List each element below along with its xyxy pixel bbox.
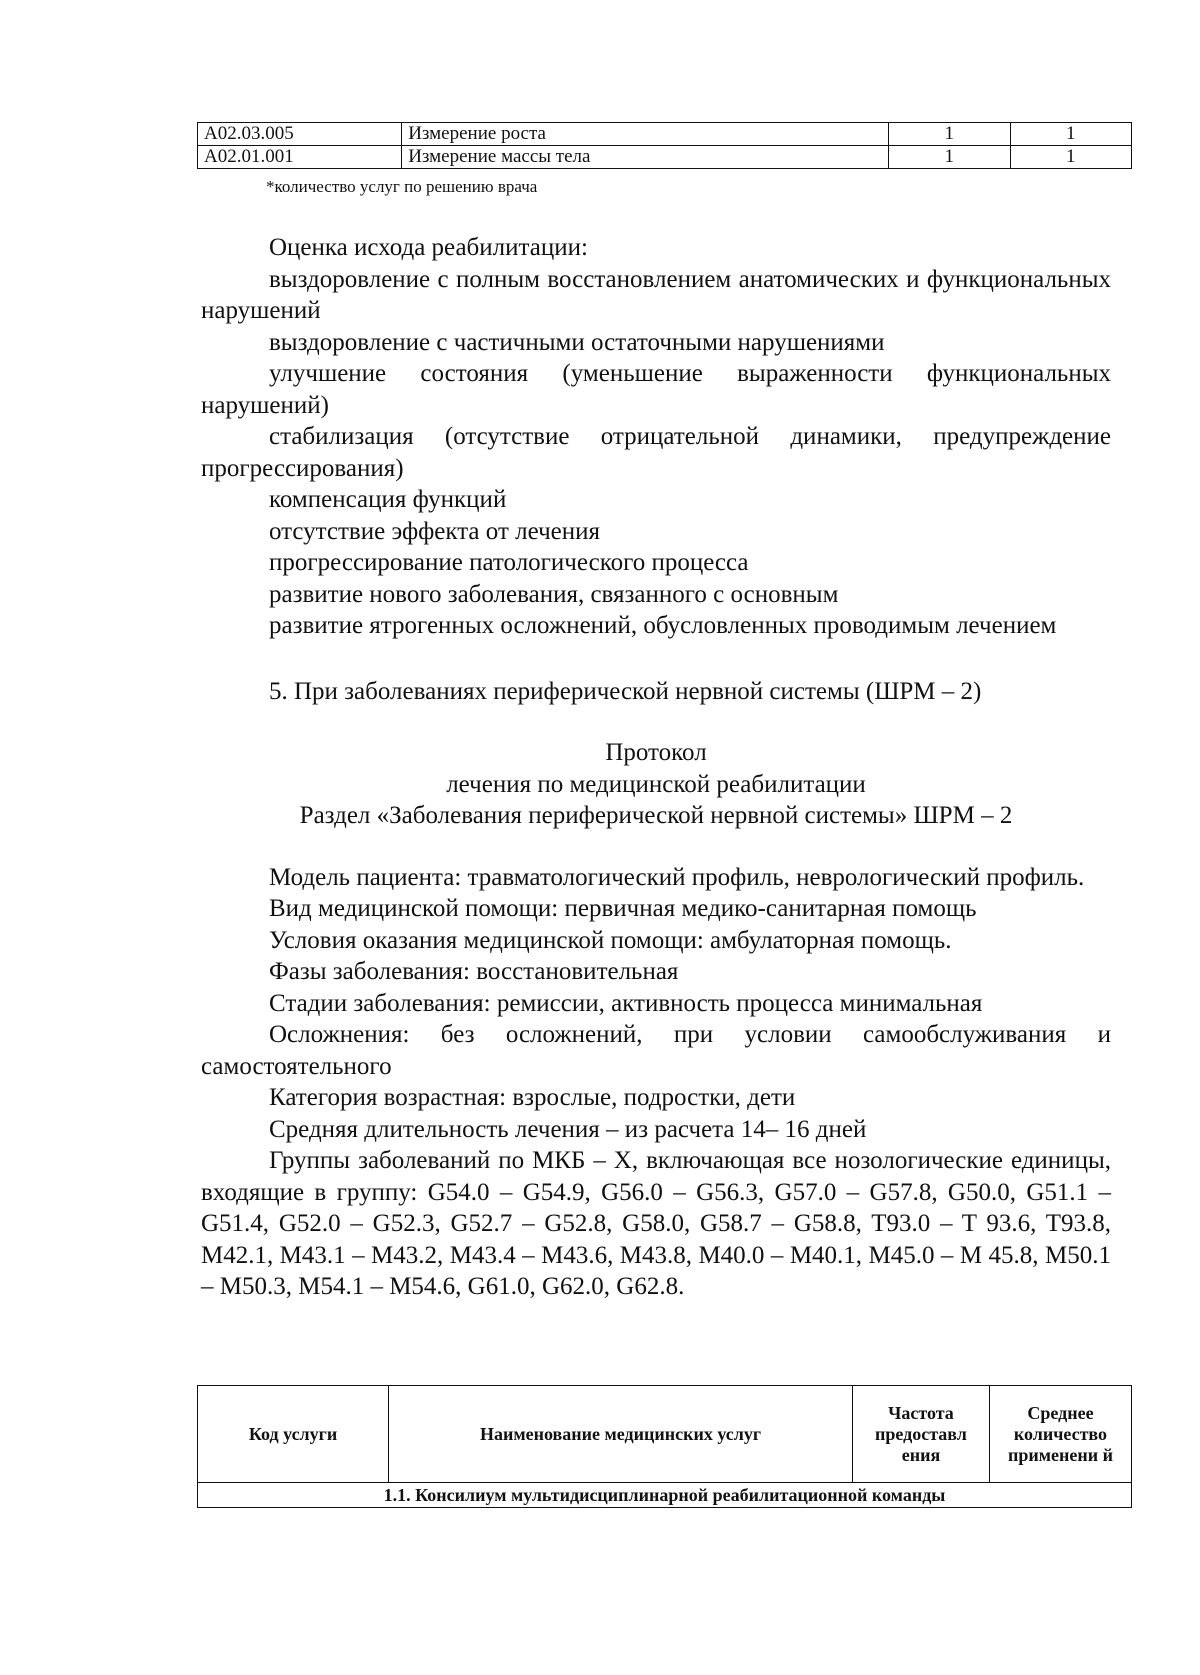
header-code: Код услуги — [198, 1386, 389, 1483]
service-count: 1 — [1010, 146, 1131, 169]
service-count: 1 — [1010, 123, 1131, 146]
outcome-item: развитие нового заболевания, связанного с основным — [269, 580, 839, 608]
table-section-row — [198, 1483, 1132, 1508]
table-header-row — [198, 1386, 1132, 1483]
care-conditions: Условия оказания медицинской помощи: амбулаторная помощь. — [269, 926, 952, 954]
service-frequency: 1 — [889, 123, 1010, 146]
care-type: Вид медицинской помощи: первичная медико-санитарная помощь — [269, 895, 977, 922]
complications: Осложнения: без осложнений, при условии самообслуживания и самостоятельного — [201, 1021, 1111, 1080]
icd-groups: Группы заболеваний по МКБ – X, включающая все нозологические единицы, входящие в группу: G54.0 – G54.9, G56.0 – G56.3, G57.0 – G57.8, G50.0, G51.1 – G51.4, G52.0 – G52.3, G52.7 – G52.8, G58.0, G58.7 – G58.8, T93.0 – T 93.6, T93.8, M42.1, M43.1 – M43.2, M43.4 – M43.6, M43.8, M40.0 – M40.1, M45.0 – M 45.8, M50.1 – M50.3, M54.1 – M54.6, G61.0, G62.0, G62.8. — [201, 1147, 1111, 1300]
protocol-section: Раздел «Заболевания периферической нервной системы» ШРМ – 2 — [299, 802, 1013, 829]
services-table-top — [197, 122, 1132, 169]
treatment-duration: Средняя длительность лечения – из расчета 14– 16 дней — [269, 1115, 867, 1143]
protocol-title: Протокол — [605, 739, 707, 766]
outcome-item: стабилизация (отсутствие отрицательной динамики, предупреждение прогрессирования) — [201, 423, 1111, 482]
disease-phase: Фазы заболевания: восстановительная — [269, 958, 679, 985]
outcome-title: Оценка исхода реабилитации: — [269, 234, 588, 261]
header-frequency: Частота предоставл ения — [853, 1386, 990, 1483]
service-frequency: 1 — [889, 146, 1010, 169]
table-footnote: *количество услуг по решению врача — [266, 177, 538, 196]
table-row — [198, 146, 1132, 169]
document-body — [201, 232, 1111, 1303]
outcome-item: развитие ятрогенных осложнений, обусловленных проводимым лечением — [269, 612, 1057, 639]
outcome-item: улучшение состояния (уменьшение выраженности функциональных нарушений) — [201, 360, 1111, 419]
outcome-item: отсутствие эффекта от лечения — [269, 517, 600, 545]
outcome-item: выздоровление с полным восстановлением анатомических и функциональных нарушений — [201, 265, 1111, 324]
outcome-item: прогрессирование патологического процесса — [269, 549, 749, 576]
disease-stage: Стадии заболевания: ремиссии, активность процесса минимальная — [269, 989, 983, 1017]
patient-model: Модель пациента: травматологический профиль, неврологический профиль. — [269, 863, 1085, 891]
service-code: A02.03.005 — [198, 123, 402, 146]
header-count: Среднее количество применени й — [989, 1386, 1131, 1483]
service-name: Измерение роста — [402, 123, 889, 146]
service-code: A02.01.001 — [198, 146, 402, 169]
outcome-item: выздоровление с частичными остаточными нарушениями — [269, 328, 885, 356]
outcome-item: компенсация функций — [269, 486, 507, 513]
age-category: Категория возрастная: взрослые, подростки, дети — [269, 1084, 796, 1111]
services-table-bottom — [197, 1385, 1132, 1508]
section-heading: 5. При заболеваниях периферической нервной системы (ШРМ – 2) — [269, 677, 982, 705]
header-name: Наименование медицинских услуг — [389, 1386, 853, 1483]
protocol-subtitle: лечения по медицинской реабилитации — [446, 770, 866, 798]
service-name: Измерение массы тела — [402, 146, 889, 169]
section-row-label: 1.1. Консилиум мультидисциплинарной реабилитационной команды — [198, 1483, 1132, 1508]
table-row — [198, 123, 1132, 146]
